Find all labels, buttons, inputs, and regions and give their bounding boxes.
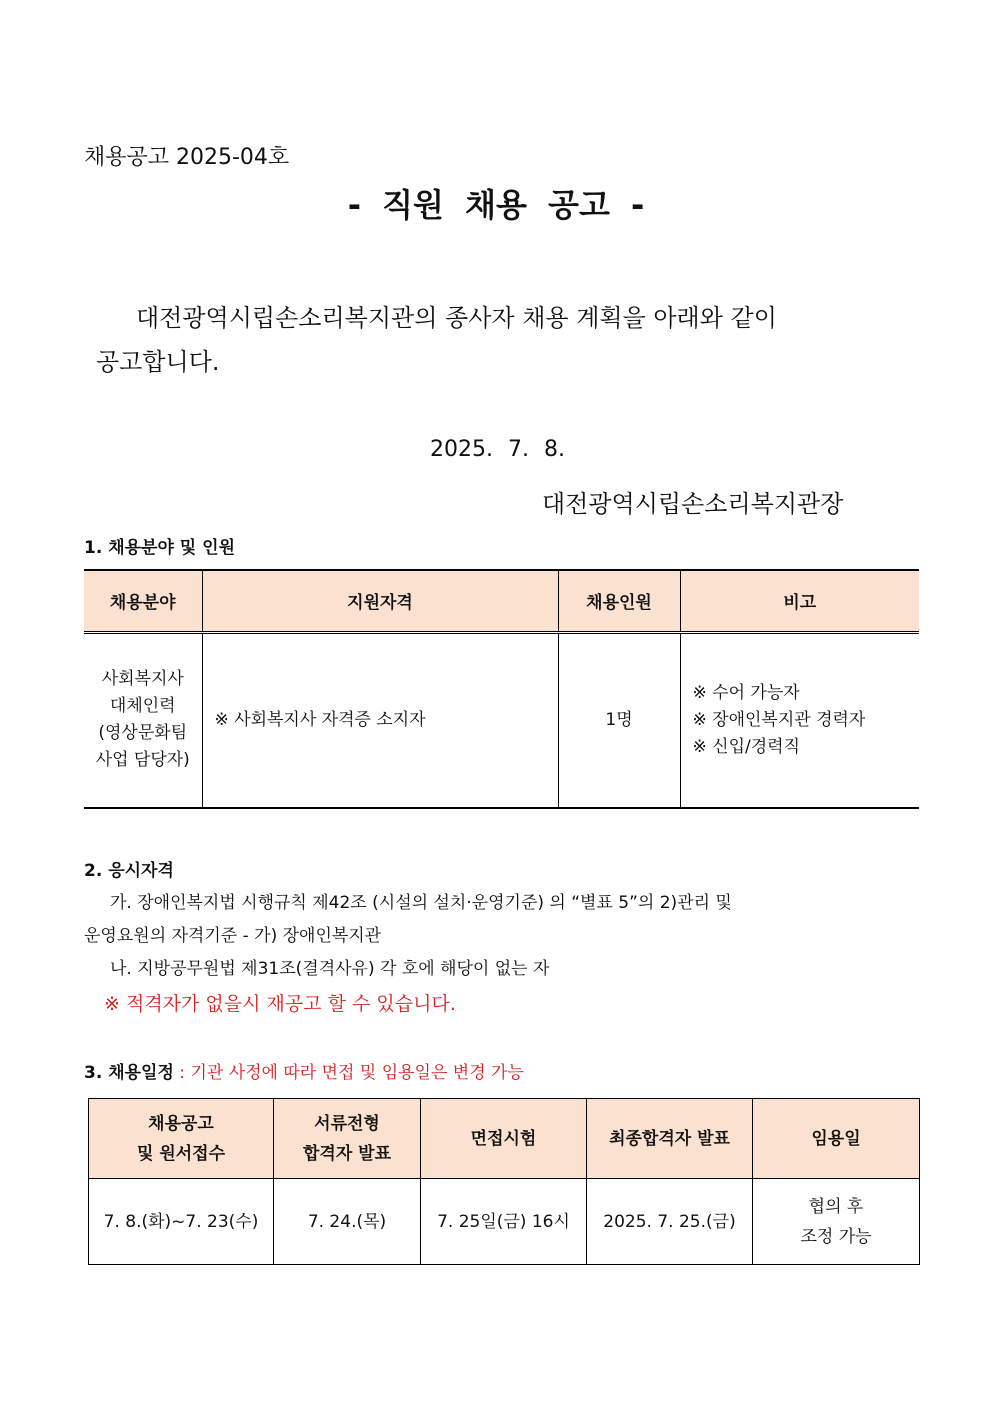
qual-item-b: 나. 지방공무원법 제31조(결격사유) 각 호에 해당이 없는 자: [110, 959, 550, 979]
field-line: 대체인력: [109, 696, 176, 717]
cell-field: [84, 632, 202, 808]
remark-line: ※ 수어 가능자: [692, 682, 800, 703]
field-line: (영상문화팀: [98, 723, 188, 744]
cell-count: 1명: [558, 632, 680, 808]
page-title: - 직원 채용 공고 -: [347, 186, 645, 224]
appointment-line: 조정 가능: [800, 1226, 872, 1247]
section3-separator: :: [173, 1063, 191, 1083]
qual-item-a-line1: 가. 장애인복지법 시행규칙 제42조 (시설의 설치·운영기준) 의 “별표 5”의 2)관리 및: [110, 893, 732, 913]
table-row: [84, 632, 919, 808]
header-application: [89, 1099, 274, 1179]
schedule-table: [88, 1098, 920, 1265]
intro-line-1: 대전광역시립손소리복지관의 종사자 채용 계획을 아래와 같이: [136, 304, 777, 332]
cell-application-period: 7. 8.(화)~7. 23(수): [89, 1179, 274, 1265]
remark-line: ※ 장애인복지관 경력자: [692, 709, 866, 730]
cell-qualification: ※ 사회복지사 자격증 소지자: [202, 632, 558, 808]
section3-heading: [84, 1058, 524, 1083]
header-line: 및 원서접수: [136, 1143, 226, 1164]
header-interview: 면접시험: [421, 1099, 587, 1179]
header-line: 채용공고: [148, 1113, 214, 1134]
qual-item-a-line2: 운영요원의 자격기준 - 가) 장애인복지관: [84, 926, 382, 946]
section3-title: 3. 채용일정: [84, 1063, 174, 1083]
qualification-list: [84, 887, 844, 1021]
table-header-row: [84, 570, 919, 632]
field-line: 사업 담당자): [95, 750, 190, 771]
header-final-announcement: 최종합격자 발표: [587, 1099, 753, 1179]
notice-number: 채용공고 2025-04호: [84, 145, 290, 170]
appointment-line: 협의 후: [808, 1196, 864, 1217]
table-header-row: [89, 1099, 920, 1179]
cell-appointment: [753, 1179, 920, 1265]
warning-note: ※ 적격자가 없을시 재공고 할 수 있습니다.: [104, 993, 456, 1015]
cell-final-date: 2025. 7. 25.(금): [587, 1179, 753, 1265]
header-document-screening: [274, 1099, 421, 1179]
header-field: 채용분야: [84, 570, 202, 632]
remark-line: ※ 신입/경력직: [692, 736, 800, 757]
header-remarks: 비고: [680, 570, 919, 632]
header-appointment: 임용일: [753, 1099, 920, 1179]
cell-screening-date: 7. 24.(목): [274, 1179, 421, 1265]
section1-heading: 1. 채용분야 및 인원: [84, 538, 235, 558]
signer: 대전광역시립손소리복지관장: [542, 490, 844, 518]
header-count: 채용인원: [558, 570, 680, 632]
intro-line-2: 공고합니다.: [96, 348, 220, 376]
header-qualification: 지원자격: [202, 570, 558, 632]
header-line: 서류전형: [314, 1113, 380, 1134]
notice-date: 2025. 7. 8.: [430, 437, 565, 462]
cell-remarks: [680, 632, 919, 808]
table-row: [89, 1179, 920, 1265]
header-line: 합격자 발표: [302, 1143, 392, 1164]
recruitment-table: [84, 569, 919, 809]
section2-heading: 2. 응시자격: [84, 861, 174, 881]
intro-paragraph: [96, 296, 896, 384]
field-line: 사회복지사: [101, 669, 184, 690]
cell-interview-date: 7. 25일(금) 16시: [421, 1179, 587, 1265]
schedule-change-note: 기관 사정에 따라 면접 및 임용일은 변경 가능: [190, 1063, 524, 1083]
